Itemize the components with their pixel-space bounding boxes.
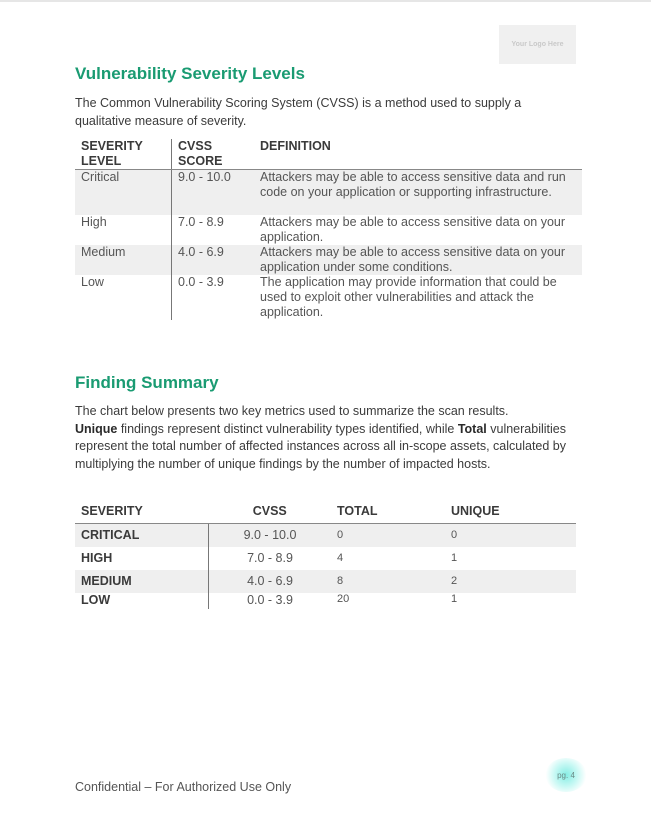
cvss-cell: 4.0 - 6.9 — [209, 570, 332, 593]
table-row — [75, 524, 576, 547]
severity-cell: HIGH — [75, 547, 209, 570]
unique-cell: 0 — [445, 524, 576, 547]
total-cell: 20 — [337, 592, 350, 605]
header-severity: SEVERITY — [75, 504, 209, 524]
header-unique: UNIQUE — [445, 504, 576, 524]
cvss-score-cell: 9.0 - 10.0 — [172, 170, 255, 215]
unique-cell: 1 — [451, 552, 458, 564]
unique-cell: 2 — [445, 570, 576, 593]
table-row — [75, 275, 582, 320]
table-header-row — [75, 139, 582, 170]
top-rule — [0, 0, 651, 2]
definition-cell: Attackers may be able to access sensitive data on your application. — [260, 214, 566, 244]
unique-cell: 1 — [451, 592, 458, 605]
table-row — [75, 547, 576, 570]
table-row — [75, 570, 576, 593]
summary-text-1: The chart below presents two key metrics used to summarize the scan results. — [75, 404, 509, 418]
definition-cell: Attackers may be able to access sensitive data and run code on your application or supporting infrastructure. — [254, 170, 582, 215]
total-cell: 8 — [331, 570, 445, 593]
cvss-score-cell: 7.0 - 8.9 — [178, 214, 224, 229]
cvss-cell: 0.0 - 3.9 — [247, 592, 293, 607]
section-title-summary: Finding Summary — [75, 373, 219, 392]
table-row — [75, 245, 582, 275]
page-number-badge: pg. 4 — [545, 758, 587, 792]
table-header-row — [75, 504, 576, 524]
table-row — [75, 593, 576, 609]
severity-intro: The Common Vulnerability Scoring System (CVSS) is a method used to supply a qualitative measure of severity. — [75, 96, 522, 128]
finding-summary-table — [75, 504, 576, 609]
definition-cell: The application may provide information that could be used to exploit other vulnerabilities and attack the application. — [260, 274, 557, 319]
summary-paragraph — [75, 403, 575, 473]
total-cell: 4 — [337, 552, 344, 564]
severity-cell: CRITICAL — [75, 524, 209, 547]
logo-placeholder: Your Logo Here — [499, 25, 576, 64]
summary-text-3: vulnerabilities represent the total number of affected instances across all in-scope assets, calculated by multiplying the number of unique findings by the number of impacted hosts. — [75, 421, 567, 471]
severity-cell: MEDIUM — [75, 570, 209, 593]
table-row — [75, 170, 582, 215]
section-title-severity: Vulnerability Severity Levels — [75, 64, 305, 83]
header-cvss-score: CVSS SCORE — [172, 139, 255, 170]
cvss-score-cell: 0.0 - 3.9 — [178, 274, 224, 289]
unique-keyword: Unique — [75, 421, 118, 436]
header-total: TOTAL — [331, 504, 445, 524]
confidential-footer: Confidential – For Authorized Use Only — [75, 780, 292, 794]
cvss-cell: 7.0 - 8.9 — [247, 551, 293, 565]
header-definition: DEFINITION — [254, 139, 582, 170]
severity-level-cell: Low — [75, 275, 172, 320]
total-cell: 0 — [331, 524, 445, 547]
definition-cell: Attackers may be able to access sensitive data on your application under some conditions. — [254, 245, 582, 275]
summary-text-2: findings represent distinct vulnerability types identified, while — [117, 421, 458, 436]
table-row — [75, 215, 582, 245]
severity-levels-table — [75, 139, 582, 320]
header-severity-level: SEVERITY LEVEL — [75, 139, 172, 170]
severity-cell: LOW — [75, 593, 209, 609]
severity-level-cell: High — [75, 215, 172, 245]
cvss-cell: 9.0 - 10.0 — [209, 524, 332, 547]
header-cvss: CVSS — [209, 504, 332, 524]
cvss-score-cell: 4.0 - 6.9 — [172, 245, 255, 275]
severity-level-cell: Medium — [75, 245, 172, 275]
total-keyword: Total — [457, 421, 487, 436]
severity-level-cell: Critical — [75, 170, 172, 215]
